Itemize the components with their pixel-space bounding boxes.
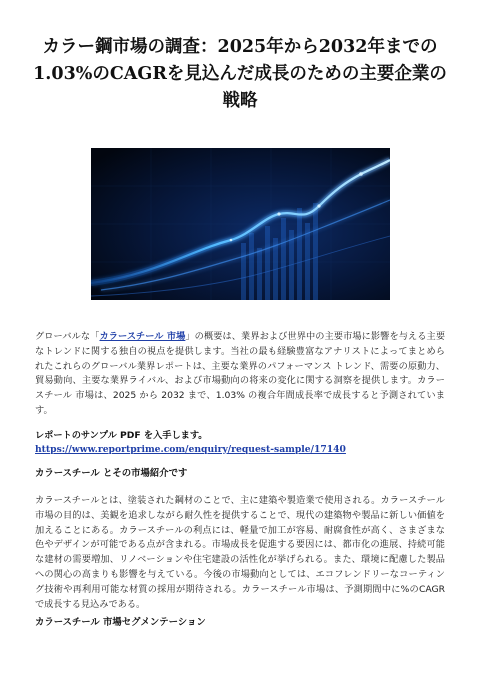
section-heading-intro: カラースチール とその市場紹介です <box>35 468 188 479</box>
sample-label: レポートのサンプル PDF を入手します。 <box>35 430 208 441</box>
market-link[interactable]: カラースチール 市場 <box>99 331 186 342</box>
page-title: カラー鋼市場の調査：2025年から2032年までの1.03%のCAGRを見込んだ成長のための主要企業の戦略 <box>33 37 447 111</box>
intro-prefix: グローバルな「 <box>35 331 100 342</box>
section-heading-segmentation: カラースチール 市場セグメンテーション <box>35 617 206 628</box>
market-intro-paragraph: カラースチールとは、塗装された鋼材のことで、主に建築や製造業で使用される。カラースチール市場の目的は、美観を追求しながら耐久性を提供することで、現代の建築物や製品に新しい価値を加えることにある。カラースチールの利点には、軽量で加工が容易、耐腐食性が高く、さまざまな色やデザインが可能である点が含まれる。市場成長を促進する要因には、都市化の進展、持続可能な建材の需要増加、リノベーションや住宅建設の活性化が挙げられる。また、環境に配慮した製品への関心の高まりも影響を与えている。今後の市場動向としては、エコフレンドリーなコーティング技術や再利用可能な材質の採用が期待される。カラースチール市場は、予測期間中に%のCAGRで成長する見込みである。 <box>35 495 445 610</box>
sample-pdf-line <box>35 429 445 456</box>
sample-request-link[interactable]: https://www.reportprime.com/enquiry/request-sample/17140 <box>35 443 346 455</box>
intro-paragraph <box>35 330 445 419</box>
intro-suffix: 」の概要は、業界および世界中の主要市場に影響を与える主要なトレンドに関する独自の視点を提供します。当社の最も経験豊富なアナリストによってまとめられたこれらのグローバル業界レポートは、主要な業界のパフォーマンス トレンド、需要の原動力、貿易動向、主要な業界ライバル、および市場動向の将来の変化に関する洞察を提供します。カラースチール 市場は、2025 から 2032 まで、1.03% の複合年間成長率で成長すると予測されています。 <box>35 331 446 416</box>
hero-growth-chart-image <box>91 148 390 300</box>
